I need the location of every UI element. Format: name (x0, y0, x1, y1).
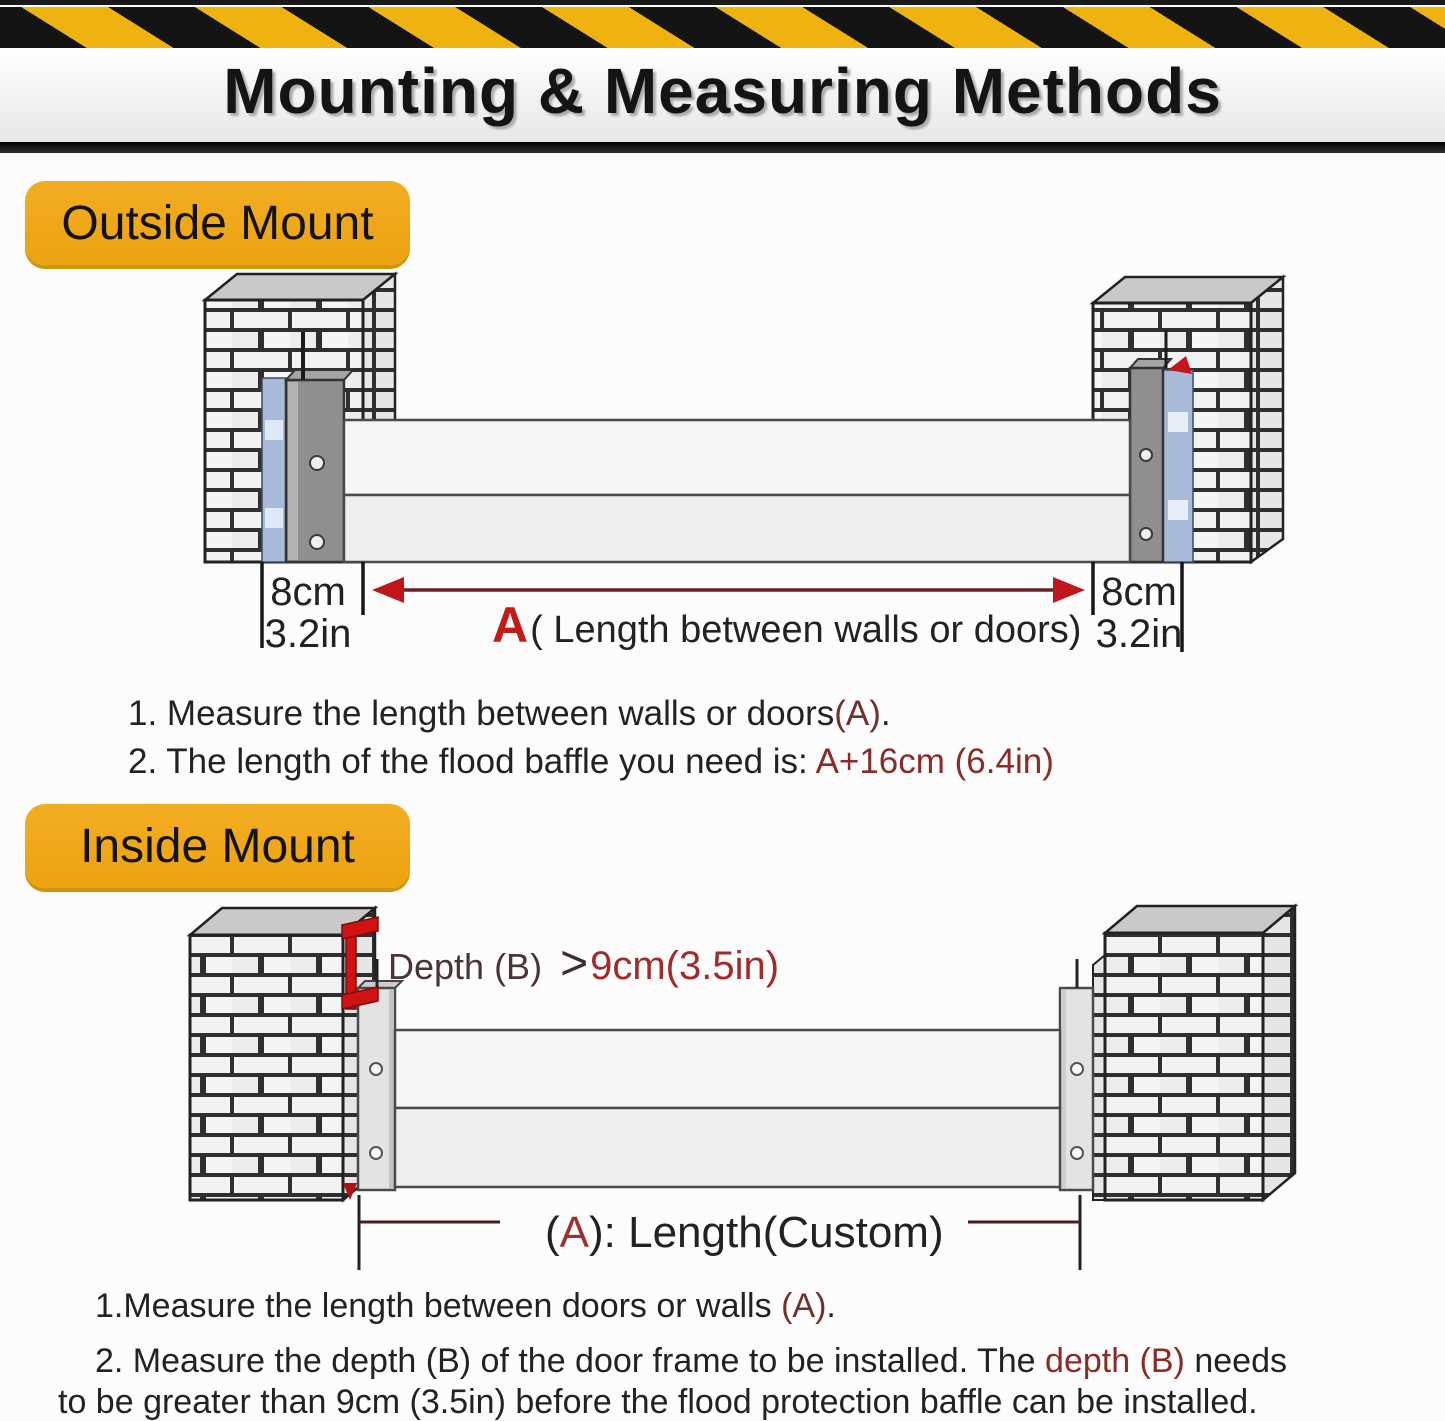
span-label (492, 597, 1081, 653)
inside-mount-badge: Inside Mount (25, 804, 410, 888)
length-label-letter: A (559, 1208, 590, 1257)
seal-highlight (1168, 412, 1188, 432)
length-label-rest: ): Length(Custom) (589, 1208, 944, 1257)
baffle-board-top (395, 1030, 1060, 1108)
inside-right-pillar (1093, 906, 1295, 1200)
hazard-stripe-band (0, 7, 1445, 48)
instruction-text: needs (1184, 1342, 1287, 1380)
title-underline-bar (0, 142, 1445, 153)
dim-left-cm: 8cm (270, 570, 346, 614)
instruction-text: 1.Measure the length between doors or walls (95, 1287, 782, 1325)
channel-edge-shade (1061, 990, 1066, 1188)
screw-hole (370, 1063, 382, 1075)
screw-hole (310, 535, 324, 549)
instruction-value-red: A+16cm (6.4in) (815, 742, 1054, 781)
outside-instruction-1 (128, 694, 891, 734)
pillar-front-face (1105, 933, 1263, 1200)
top-border-line (0, 0, 1445, 5)
seal-highlight (265, 420, 283, 440)
outside-instruction-2 (128, 742, 1054, 782)
seal-highlight (265, 508, 283, 528)
greater-than-sign: > (560, 937, 589, 990)
inside-instruction-2b: to be greater than 9cm (3.5in) before the flood protection baffle can be installed. (58, 1383, 1258, 1421)
baffle-board-bottom (395, 1108, 1060, 1187)
pillar-reveal-face (1093, 955, 1105, 1200)
instruction-text: 2. Measure the depth (B) of the door frame to be installed. The (95, 1342, 1046, 1380)
screw-hole (1071, 1063, 1083, 1075)
instruction-highlight: (A) (781, 1287, 827, 1325)
pillar-side-face (1251, 277, 1283, 562)
instruction-text: 2. The length of the flood baffle you need is: (128, 742, 816, 781)
channel-edge-highlight (288, 382, 298, 560)
length-label-open: ( (545, 1208, 560, 1257)
screw-hole (1140, 528, 1152, 540)
instruction-highlight: (A) (834, 694, 881, 733)
page-title: Mounting & Measuring Methods (223, 55, 1222, 127)
span-letter-a: A (492, 597, 529, 653)
instruction-highlight-red: depth (B) (1045, 1342, 1185, 1380)
baffle-board-bottom (344, 495, 1130, 562)
outside-mount-diagram (0, 270, 1445, 670)
dim-right-in: 3.2in (1095, 612, 1183, 656)
inside-right-channel (1060, 959, 1093, 1190)
outside-mount-badge: Outside Mount (25, 181, 410, 265)
seal-strip (262, 378, 286, 562)
depth-label-text: Depth (B) (388, 946, 553, 987)
channel-edge-shade (389, 990, 394, 1188)
outside-flood-baffle (344, 420, 1130, 562)
depth-value-red: 9cm(3.5in) (590, 944, 780, 988)
arrowhead-right-icon (1053, 577, 1085, 603)
outside-right-bracket (1130, 330, 1193, 562)
pillar-side-face (1263, 906, 1295, 1200)
screw-hole (370, 1147, 382, 1159)
baffle-board-top (344, 420, 1130, 495)
seal-highlight (1168, 500, 1188, 520)
instruction-text: 1. Measure the length between walls or doors (128, 694, 835, 733)
length-label (545, 1208, 944, 1257)
pillar-front-face (190, 935, 343, 1200)
arrowhead-left-icon (372, 577, 404, 603)
seal-strip (1163, 370, 1193, 562)
outside-measurements (262, 562, 1182, 656)
channel-top-face (286, 370, 353, 380)
span-label-text: ( Length between walls or doors) (530, 609, 1082, 651)
depth-label (388, 937, 779, 990)
inside-instruction-2a (95, 1342, 1287, 1381)
dim-right-cm: 8cm (1101, 570, 1177, 614)
inside-instruction-1 (95, 1287, 836, 1326)
inside-flood-baffle (395, 1030, 1060, 1187)
inside-mount-diagram (0, 895, 1445, 1285)
dim-left-in: 3.2in (264, 612, 352, 656)
instruction-text: . (880, 694, 891, 733)
screw-hole (1071, 1147, 1083, 1159)
screw-hole (310, 456, 324, 470)
screw-hole (1140, 449, 1152, 461)
instruction-text: . (826, 1287, 836, 1325)
